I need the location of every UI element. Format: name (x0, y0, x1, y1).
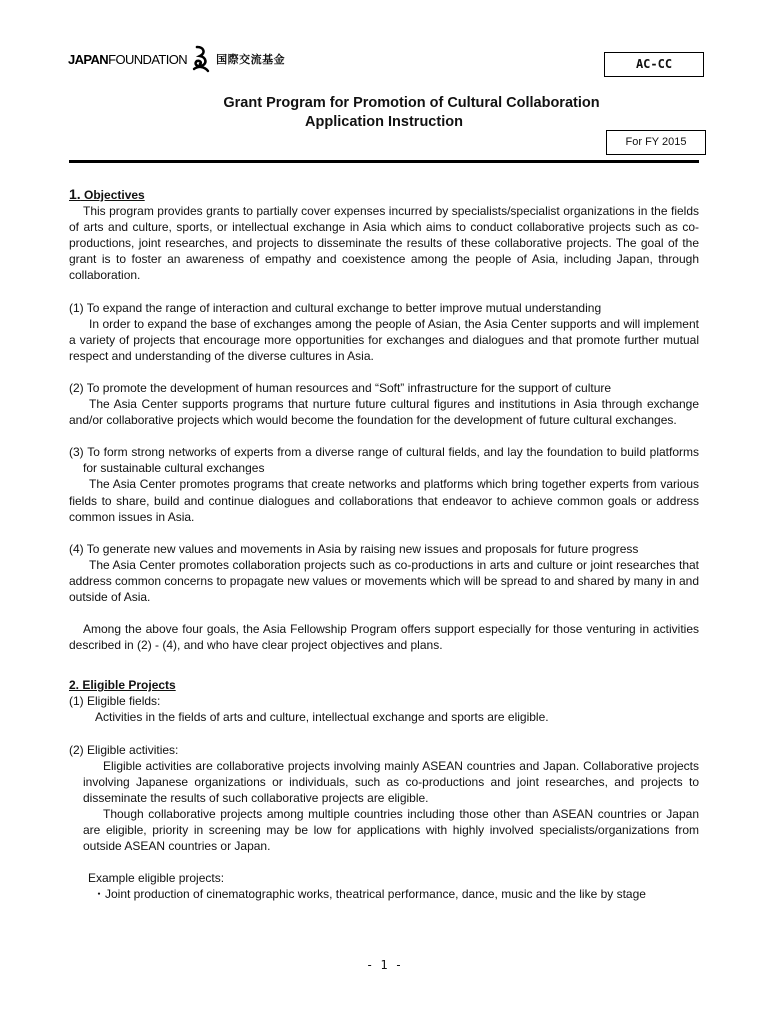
eligible-activities-label: (2) Eligible activities: (69, 742, 179, 757)
objective-4-body: The Asia Center promotes collaboration projects such as co-productions in arts and culture or joint researches that address common concerns to propagate new values or movements which will be spread to and shared by many in and outside of Asia. (69, 557, 699, 604)
example-projects-label: Example eligible projects: (88, 871, 225, 886)
document-body (69, 186, 699, 902)
objective-3-body: The Asia Center promotes programs that create networks and platforms which bring together experts from various fields to share, build and continue dialogues and collaborations that endeavor to achieve common goals or address common issues in Asia. (69, 477, 699, 524)
document-title: Grant Program for Promotion of Cultural Collaboration (223, 95, 600, 111)
objective-1-title: (1) To expand the range of interaction and cultural exchange to better improve mutual understanding (69, 300, 602, 315)
objective-4-title: (4) To generate new values and movements in Asia by raising new issues and proposals for future progress (69, 541, 639, 556)
document-subtitle: Application Instruction (305, 114, 463, 130)
section-1-heading (69, 186, 699, 203)
section-1-heading-text: Objectives (80, 188, 145, 202)
program-code-box: AC-CC (604, 52, 704, 77)
logo-text-light: FOUNDATION (108, 51, 188, 67)
header-divider (69, 160, 699, 163)
objectives-intro: This program provides grants to partially cover expenses incurred by specialists/specialist organizations in the fields of arts and culture, sports, or intellectual exchange in Asia which aims to conduct collaborative projects such as co-productions, joint researches, and projects to disseminate the results of these collaborative projects. The goal of the grant is to foster an awareness of empathy and coexistence among the people of Asia, including Japan, through collaboration. (69, 204, 699, 283)
objective-3-title: (3) To form strong networks of experts from a diverse range of cultural fields, and lay the foundation to build platforms for sustainable cultural exchanges (69, 445, 699, 476)
eligible-fields-text: Activities in the fields of arts and culture, intellectual exchange and sports are eligible. (95, 710, 549, 725)
objectives-closing: Among the above four goals, the Asia Fellowship Program offers support especially for those venturing in activities described in (2) - (4), and who have clear project objectives and plans. (69, 622, 699, 653)
japan-foundation-logo (68, 44, 285, 74)
objective-2-body: The Asia Center supports programs that nurture future cultural figures and institutions in Asia through exchange and/or collaborative projects which would become the foundation for the development of future cultural exchanges. (69, 397, 699, 428)
logo-japanese-text: 国際交流基金 (216, 53, 286, 66)
page-number: - 1 - (365, 958, 403, 972)
eligible-activities-paragraph-2: Though collaborative projects among multiple countries including those other than ASEAN countries or Japan are eligible, priority in screening may be low for applications with highly involved specialists/organizations from outside ASEAN countries or Japan. (83, 806, 699, 854)
eligible-fields-label: (1) Eligible fields: (69, 694, 161, 709)
objective-1-body: In order to expand the base of exchanges among the people of Asian, the Asia Center supports and will implement a variety of projects that encourage more opportunities for exchanges and dialogues and that promote further mutual respect and understanding of the diverse cultures in Asia. (69, 316, 699, 363)
eligible-activities-paragraph-1: Eligible activities are collaborative projects involving mainly ASEAN countries and Japan. Collaborative projects involving Japanese organizations or individuals, such as co-productions and joint researches, and projects to disseminate the results of such collaborative projects are eligible. (83, 758, 699, 805)
example-project-item: ・Joint production of cinematographic works, theatrical performance, dance, music and the like by stage (93, 887, 646, 902)
fiscal-year-box: For FY 2015 (606, 130, 706, 155)
section-2-heading: 2. Eligible Projects (69, 678, 176, 693)
foundation-emblem-icon (190, 45, 212, 73)
logo-text-bold: JAPAN (68, 51, 109, 67)
section-1-number: 1. (69, 186, 81, 202)
objective-2-title: (2) To promote the development of human resources and “Soft” infrastructure for the support of culture (69, 380, 612, 395)
